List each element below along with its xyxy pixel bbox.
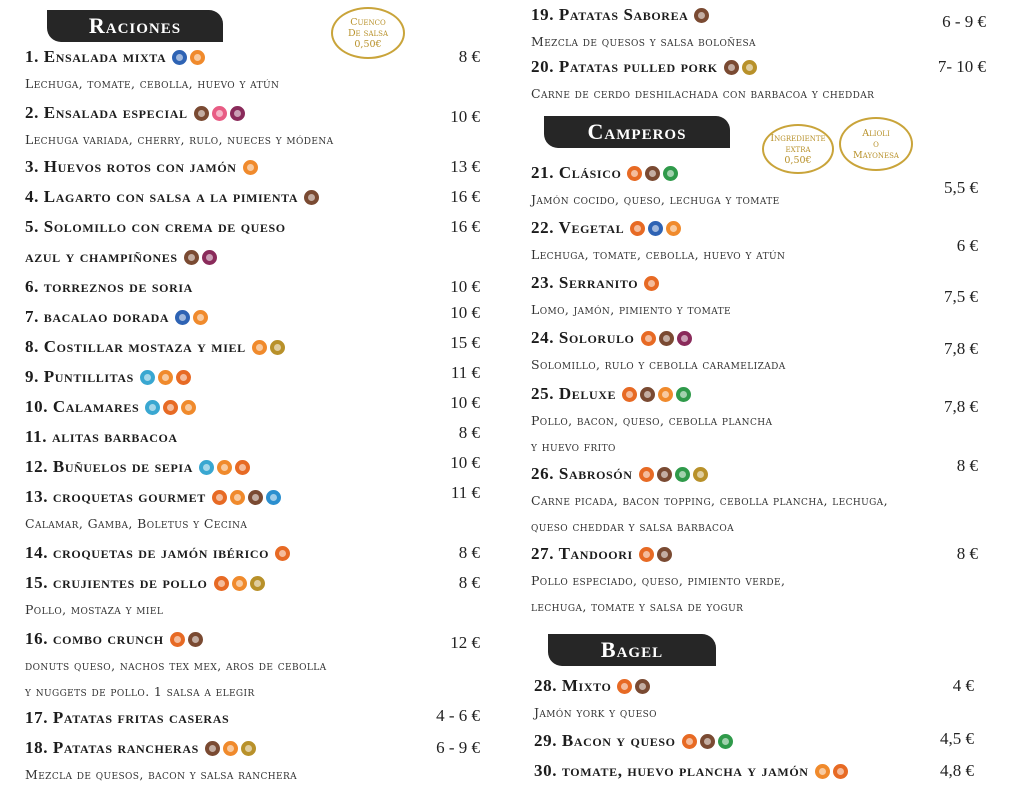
menu-item-price: 7,5 €	[944, 287, 978, 306]
menu-item-description: y huevo frito	[531, 439, 616, 454]
nut-allergen-icon	[700, 734, 715, 749]
nut-allergen-icon	[205, 741, 220, 756]
gluten-allergen-icon	[212, 106, 227, 121]
menu-item-title	[25, 573, 265, 593]
menu-item-name: 2. Ensalada especial	[25, 103, 188, 122]
menu-item-price: 7,8 €	[944, 397, 978, 416]
camperos-banner: Camperos	[544, 116, 730, 148]
wheat-allergen-icon	[212, 490, 227, 505]
menu-item-description: queso cheddar y salsa barbacoa	[531, 519, 734, 534]
celery-allergen-icon	[663, 166, 678, 181]
bagel-banner: Bagel	[548, 634, 716, 666]
egg-allergen-icon	[658, 387, 673, 402]
menu-item-title	[25, 157, 258, 177]
menu-item-name: 19. Patatas Saborea	[531, 5, 689, 24]
menu-item-price: 16 €	[450, 187, 480, 206]
menu-item-description: Pollo, bacon, queso, cebolla plancha	[531, 413, 773, 428]
shell-allergen-icon	[145, 400, 160, 415]
menu-item-description: Carne de cerdo deshilachada con barbacoa y cheddar	[531, 86, 875, 101]
menu-item-price: 4 - 6 €	[436, 706, 480, 725]
menu-item-price: 11 €	[450, 483, 480, 502]
nut-allergen-icon	[188, 632, 203, 647]
allergen-icons	[199, 460, 250, 475]
alioli-badge	[839, 117, 913, 171]
menu-item-description: y nuggets de pollo. 1 salsa a elegir	[25, 684, 255, 699]
menu-item-description: Jamón york y queso	[534, 705, 657, 720]
allergen-icons	[627, 166, 678, 181]
menu-item-price: 10 €	[450, 277, 480, 296]
menu-item-name: 11. alitas barbacoa	[25, 427, 178, 446]
allergen-icons	[639, 467, 708, 482]
mustard-allergen-icon	[241, 741, 256, 756]
badge-line: Ingrediente	[770, 132, 826, 144]
wheat-allergen-icon	[833, 764, 848, 779]
menu-item-description: Carne picada, bacon topping, cebolla plancha, lechuga,	[531, 493, 888, 508]
allergen-icons	[694, 8, 709, 23]
menu-item-description: donuts queso, nachos tex mex, aros de cebolla	[25, 658, 327, 673]
menu-item-name: 21. Clásico	[531, 163, 622, 182]
menu-item-title	[25, 397, 196, 417]
egg-allergen-icon	[181, 400, 196, 415]
egg-allergen-icon	[815, 764, 830, 779]
menu-item-title	[25, 457, 250, 477]
menu-item-price: 16 €	[450, 217, 480, 236]
menu-item-name: 23. Serranito	[531, 273, 639, 292]
mustard-allergen-icon	[270, 340, 285, 355]
allergen-icons	[145, 400, 196, 415]
menu-item-description: Pollo especiado, queso, pimiento verde,	[531, 573, 786, 588]
wheat-allergen-icon	[630, 221, 645, 236]
menu-item-title	[531, 5, 709, 25]
wheat-allergen-icon	[644, 276, 659, 291]
wheat-allergen-icon	[639, 467, 654, 482]
menu-item-title	[531, 163, 678, 183]
menu-item-title	[25, 103, 245, 123]
menu-item-title	[531, 328, 692, 348]
menu-item-name: 18. Patatas rancheras	[25, 738, 199, 757]
allergen-icons	[170, 632, 203, 647]
egg-allergen-icon	[252, 340, 267, 355]
menu-item-name: 13. croquetas gourmet	[25, 487, 206, 506]
celery-allergen-icon	[718, 734, 733, 749]
menu-item-name: 14. croquetas de jamón ibérico	[25, 543, 270, 562]
sesame-allergen-icon	[202, 250, 217, 265]
egg-allergen-icon	[230, 490, 245, 505]
nut-allergen-icon	[657, 467, 672, 482]
egg-allergen-icon	[193, 310, 208, 325]
wheat-allergen-icon	[641, 331, 656, 346]
crustacean-allergen-icon	[266, 490, 281, 505]
allergen-icons	[622, 387, 691, 402]
menu-item-description: Calamar, Gamba, Boletus y Cecina	[25, 516, 248, 531]
menu-item-name: 26. Sabrosón	[531, 464, 633, 483]
menu-item-name: 22. Vegetal	[531, 218, 625, 237]
menu-item-price: 5,5 €	[944, 178, 978, 197]
allergen-icons	[617, 679, 650, 694]
menu-item-price: 4,5 €	[940, 729, 974, 748]
wheat-allergen-icon	[639, 547, 654, 562]
egg-allergen-icon	[666, 221, 681, 236]
menu-item-title	[531, 218, 681, 238]
menu-item-title	[25, 337, 285, 357]
menu-item-name: 28. Mixto	[534, 676, 612, 695]
menu-item-name: 24. Solorulo	[531, 328, 635, 347]
allergen-icons	[243, 160, 258, 175]
ingrediente-extra-badge	[762, 124, 834, 174]
menu-item-price: 8 €	[458, 423, 480, 442]
wheat-allergen-icon	[214, 576, 229, 591]
menu-item-price: 8 €	[458, 47, 480, 66]
mustard-allergen-icon	[250, 576, 265, 591]
nut-allergen-icon	[645, 166, 660, 181]
egg-allergen-icon	[243, 160, 258, 175]
nut-allergen-icon	[635, 679, 650, 694]
menu-item-title	[25, 47, 205, 67]
allergen-icons	[205, 741, 256, 756]
menu-item-title	[534, 676, 650, 696]
allergen-icons	[172, 50, 205, 65]
allergen-icons	[639, 547, 672, 562]
allergen-icons	[212, 490, 281, 505]
menu-item-price: 10 €	[450, 107, 480, 126]
menu-item-title	[25, 247, 217, 267]
menu-item-name: 16. combo crunch	[25, 629, 164, 648]
menu-item-price: 7- 10 €	[937, 57, 986, 76]
wheat-allergen-icon	[275, 546, 290, 561]
menu-item-name: 17. Patatas fritas caseras	[25, 708, 230, 727]
allergen-icons	[184, 250, 217, 265]
menu-item-price: 6 - 9 €	[436, 738, 480, 757]
raciones-banner: Raciones	[47, 10, 223, 42]
menu-item-title	[25, 217, 286, 237]
menu-item-name: 10. Calamares	[25, 397, 140, 416]
sesame-allergen-icon	[230, 106, 245, 121]
allergen-icons	[641, 331, 692, 346]
menu-item-title	[534, 761, 848, 781]
egg-allergen-icon	[217, 460, 232, 475]
menu-item-description: Mezcla de quesos, bacon y salsa ranchera	[25, 767, 298, 782]
menu-item-title	[25, 708, 229, 728]
menu-item-price: 4,8 €	[940, 761, 974, 780]
menu-item-name: 4. Lagarto con salsa a la pimienta	[25, 187, 299, 206]
menu-item-title	[531, 273, 659, 293]
allergen-icons	[630, 221, 681, 236]
menu-item-name: 9. Puntillitas	[25, 367, 134, 386]
menu-item-title	[25, 427, 178, 447]
menu-item-description: lechuga, tomate y salsa de yogur	[531, 599, 744, 614]
menu-item-title	[25, 367, 191, 387]
menu-item-name: 30. tomate, huevo plancha y jamón	[534, 761, 809, 780]
menu-item-price: 12 €	[450, 633, 480, 652]
menu-item-name: 7. bacalao dorada	[25, 307, 170, 326]
menu-item-name: 20. Patatas pulled pork	[531, 57, 718, 76]
wheat-allergen-icon	[682, 734, 697, 749]
menu-item-price: 10 €	[450, 303, 480, 322]
badge-line: extra	[785, 143, 811, 155]
badge-line: 0,50€	[354, 38, 382, 50]
menu-item-title	[25, 629, 203, 649]
menu-item-title	[25, 307, 208, 327]
wheat-allergen-icon	[163, 400, 178, 415]
menu-item-name: 15. crujientes de pollo	[25, 573, 208, 592]
celery-allergen-icon	[676, 387, 691, 402]
menu-item-price: 7,8 €	[944, 339, 978, 358]
menu-item-description: Solomillo, rulo y cebolla caramelizada	[531, 357, 786, 372]
menu-item-price: 10 €	[450, 453, 480, 472]
allergen-icons	[252, 340, 285, 355]
allergen-icons	[194, 106, 245, 121]
allergen-icons	[214, 576, 265, 591]
menu-item-description: Mezcla de quesos y salsa boloñesa	[531, 34, 756, 49]
menu-item-price: 8 €	[956, 544, 978, 563]
allergen-icons	[140, 370, 191, 385]
fish-allergen-icon	[172, 50, 187, 65]
menu-item-name: azul y champiñones	[25, 247, 178, 266]
menu-item-description: Lechuga, tomate, cebolla, huevo y atún	[25, 76, 280, 91]
menu-item-price: 10 €	[450, 393, 480, 412]
nut-allergen-icon	[659, 331, 674, 346]
menu-item-title	[531, 384, 691, 404]
menu-item-name: 6. torreznos de soria	[25, 277, 193, 296]
menu-item-description: Lechuga, tomate, cebolla, huevo y atún	[531, 247, 786, 262]
menu-item-price: 8 €	[956, 456, 978, 475]
wheat-allergen-icon	[235, 460, 250, 475]
menu-item-price: 8 €	[458, 543, 480, 562]
badge-line: De salsa	[347, 27, 389, 39]
nut-allergen-icon	[248, 490, 263, 505]
menu-item-description: Pollo, mostaza y miel	[25, 602, 164, 617]
allergen-icons	[644, 276, 659, 291]
allergen-icons	[275, 546, 290, 561]
menu-item-price: 6 €	[956, 236, 978, 255]
celery-allergen-icon	[675, 467, 690, 482]
menu-item-price: 8 €	[458, 573, 480, 592]
nut-allergen-icon	[640, 387, 655, 402]
allergen-icons	[175, 310, 208, 325]
menu-item-title	[531, 464, 708, 484]
allergen-icons	[815, 764, 848, 779]
menu-item-title	[534, 731, 733, 751]
wheat-allergen-icon	[622, 387, 637, 402]
badge-line: Alioli	[862, 127, 890, 139]
menu-item-title	[25, 187, 319, 207]
menu-item-title	[25, 543, 290, 563]
egg-allergen-icon	[158, 370, 173, 385]
menu-item-price: 6 - 9 €	[942, 12, 986, 31]
menu-item-description: Lomo, jamón, pimiento y tomate	[531, 302, 732, 317]
badge-line: 0,50€	[784, 154, 812, 166]
wheat-allergen-icon	[627, 166, 642, 181]
menu-item-title	[25, 738, 256, 758]
salsa-badge	[331, 7, 405, 59]
badge-line: Cuenco	[350, 16, 386, 28]
menu-item-name: 25. Deluxe	[531, 384, 617, 403]
fish-allergen-icon	[175, 310, 190, 325]
menu-item-name: 27. Tandoori	[531, 544, 633, 563]
mustard-allergen-icon	[742, 60, 757, 75]
fish-allergen-icon	[648, 221, 663, 236]
menu-item-description: Lechuga variada, cherry, rulo, nueces y módena	[25, 132, 334, 147]
allergen-icons	[724, 60, 757, 75]
allergen-icons	[304, 190, 319, 205]
menu-item-price: 11 €	[450, 363, 480, 382]
allergen-icons	[682, 734, 733, 749]
mustard-allergen-icon	[693, 467, 708, 482]
nut-allergen-icon	[304, 190, 319, 205]
menu-item-price: 4 €	[952, 676, 974, 695]
menu-item-price: 15 €	[450, 333, 480, 352]
wheat-allergen-icon	[617, 679, 632, 694]
nut-allergen-icon	[194, 106, 209, 121]
menu-item-name: 8. Costillar mostaza y miel	[25, 337, 246, 356]
menu-item-name: 5. Solomillo con crema de queso	[25, 217, 286, 236]
shell-allergen-icon	[140, 370, 155, 385]
menu-item-name: 29. Bacon y queso	[534, 731, 676, 750]
menu-item-name: 3. Huevos rotos con jamón	[25, 157, 237, 176]
menu-item-title	[531, 57, 757, 77]
wheat-allergen-icon	[170, 632, 185, 647]
menu-item-price: 13 €	[450, 157, 480, 176]
menu-item-description: Jamón cocido, queso, lechuga y tomate	[531, 192, 780, 207]
badge-line: o	[873, 138, 879, 150]
badge-line: Mayonesa	[853, 149, 899, 161]
menu-item-name: 12. Buñuelos de sepia	[25, 457, 193, 476]
menu-item-name: 1. Ensalada mixta	[25, 47, 167, 66]
menu-item-title	[25, 487, 281, 507]
egg-allergen-icon	[232, 576, 247, 591]
nut-allergen-icon	[694, 8, 709, 23]
nut-allergen-icon	[657, 547, 672, 562]
menu-item-title	[25, 277, 193, 297]
wheat-allergen-icon	[176, 370, 191, 385]
shell-allergen-icon	[199, 460, 214, 475]
sesame-allergen-icon	[677, 331, 692, 346]
nut-allergen-icon	[724, 60, 739, 75]
egg-allergen-icon	[223, 741, 238, 756]
menu-item-title	[531, 544, 672, 564]
nut-allergen-icon	[184, 250, 199, 265]
egg-allergen-icon	[190, 50, 205, 65]
